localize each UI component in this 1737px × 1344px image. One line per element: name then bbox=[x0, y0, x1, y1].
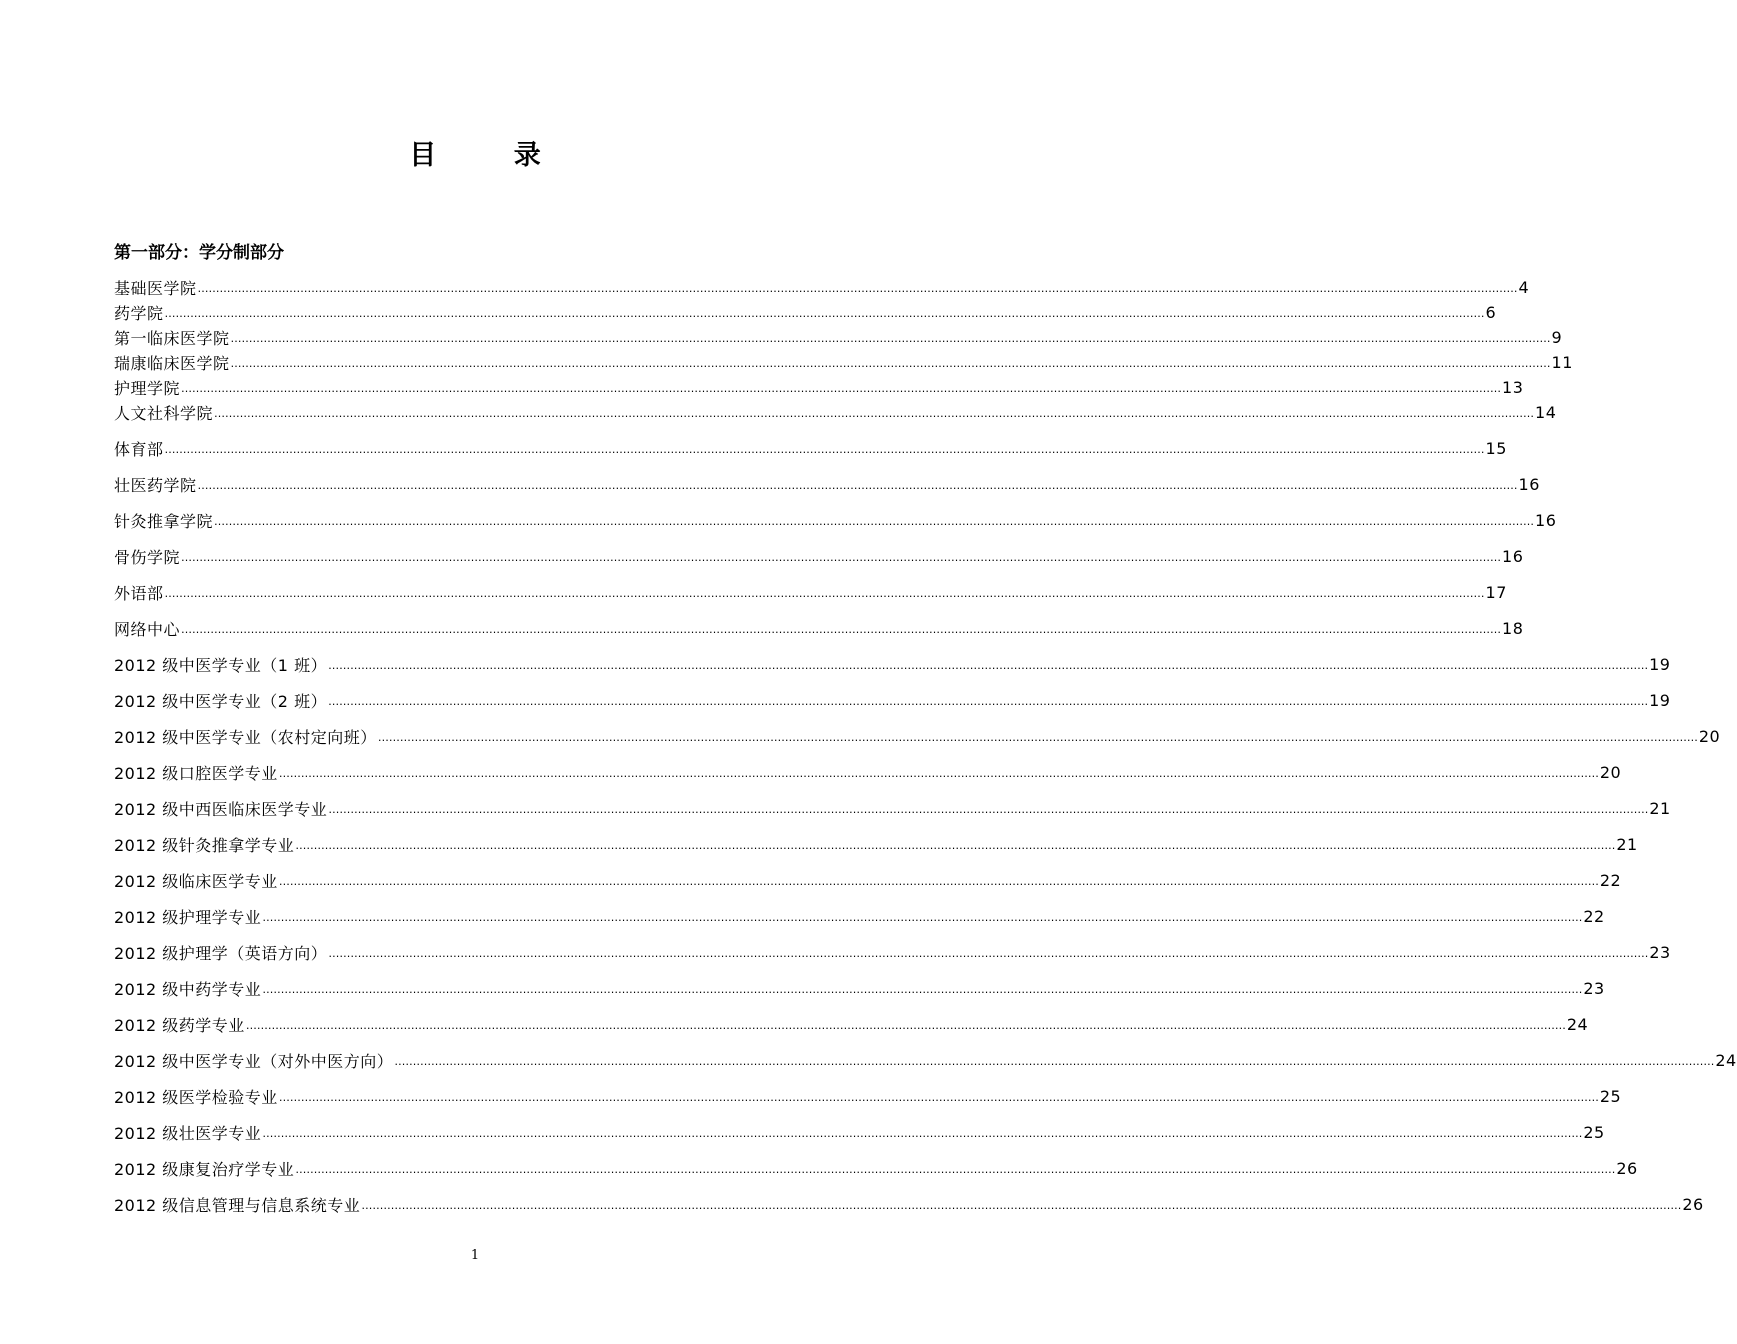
toc-entry[interactable] bbox=[114, 581, 1507, 603]
toc-entry-label: 2012 级中医学专业（2 班） bbox=[114, 691, 328, 711]
toc-entry[interactable] bbox=[114, 797, 1671, 819]
toc-leader-dots: ……………………………………………………………………………………………………………………………………………………………………………………………………………………………………………………………………………………………………………………………… bbox=[164, 442, 1485, 456]
toc-entry[interactable] bbox=[114, 761, 1622, 783]
toc-leader-dots: ……………………………………………………………………………………………………………………………………………………………………………………………………………………………………………………………………………………………………………………………… bbox=[214, 406, 1535, 420]
toc-entry-label: 2012 级临床医学专业 bbox=[114, 871, 278, 891]
toc-entry-label: 瑞康临床医学院 bbox=[114, 353, 230, 373]
toc-entry[interactable] bbox=[114, 1193, 1704, 1215]
toc-leader-dots: ……………………………………………………………………………………………………………………………………………………………………………………………………………………………………………………………………………………………………………………………… bbox=[328, 658, 1649, 672]
toc-leader-dots: ……………………………………………………………………………………………………………………………………………………………………………………………………………………………………………………………………………………………………………………………… bbox=[164, 586, 1485, 600]
toc-entry[interactable] bbox=[114, 725, 1721, 747]
toc-entry[interactable] bbox=[114, 351, 1573, 373]
toc-leader-dots: ……………………………………………………………………………………………………………………………………………………………………………………………………………………………………………………………………………………………………………………………… bbox=[197, 478, 1518, 492]
toc-entry-page: 24 bbox=[1566, 1014, 1589, 1034]
toc-entry-page: 22 bbox=[1583, 906, 1605, 926]
toc-leader-dots: ……………………………………………………………………………………………………………………………………………………………………………………………………………………………………………………………………………………………………………………………… bbox=[181, 622, 1502, 636]
toc-entry-page: 18 bbox=[1502, 618, 1524, 638]
toc-leader-dots: ……………………………………………………………………………………………………………………………………………………………………………………………………………………………………………………………………………………………………………………………… bbox=[164, 306, 1485, 320]
toc-entry-page: 16 bbox=[1518, 474, 1540, 494]
toc-entry-label: 药学院 bbox=[114, 303, 164, 323]
toc-entry-label: 2012 级口腔医学专业 bbox=[114, 763, 278, 783]
toc-entry-page: 15 bbox=[1485, 438, 1507, 458]
toc-entry-page: 25 bbox=[1583, 1122, 1605, 1142]
toc-entry-page: 19 bbox=[1649, 690, 1671, 710]
toc-entry-label: 人文社科学院 bbox=[114, 403, 214, 423]
toc-entry-label: 2012 级中医学专业（农村定向班） bbox=[114, 727, 377, 747]
toc-leader-dots: ……………………………………………………………………………………………………………………………………………………………………………………………………………………………………………………………………………………………………………………………… bbox=[394, 1054, 1715, 1068]
toc-leader-dots: ……………………………………………………………………………………………………………………………………………………………………………………………………………………………………………………………………………………………………………………………… bbox=[230, 331, 1551, 345]
toc-entry-label: 2012 级护理学（英语方向） bbox=[114, 943, 328, 963]
toc-leader-dots: ……………………………………………………………………………………………………………………………………………………………………………………………………………………………………………………………………………………………………………………………… bbox=[214, 514, 1535, 528]
toc-entry-page: 22 bbox=[1599, 870, 1622, 890]
toc-leader-dots: ……………………………………………………………………………………………………………………………………………………………………………………………………………………………………………………………………………………………………………………………… bbox=[230, 356, 1551, 370]
toc-entry[interactable] bbox=[114, 1049, 1737, 1071]
toc-entry[interactable] bbox=[114, 833, 1638, 855]
toc-leader-dots: ……………………………………………………………………………………………………………………………………………………………………………………………………………………………………………………………………………………………………………………………… bbox=[245, 1018, 1566, 1032]
toc-entry-label: 2012 级信息管理与信息系统专业 bbox=[114, 1195, 361, 1215]
toc-leader-dots: ……………………………………………………………………………………………………………………………………………………………………………………………………………………………………………………………………………………………………………………………… bbox=[278, 766, 1599, 780]
toc-entry-page: 20 bbox=[1698, 726, 1721, 746]
toc-entry-label: 第一临床医学院 bbox=[114, 328, 230, 348]
toc-entry-label: 体育部 bbox=[114, 439, 164, 459]
toc-leader-dots: ……………………………………………………………………………………………………………………………………………………………………………………………………………………………………………………………………………………………………………………………… bbox=[181, 550, 1502, 564]
toc-entry-page: 21 bbox=[1616, 834, 1638, 854]
toc-entry[interactable] bbox=[114, 617, 1524, 639]
toc-entry[interactable] bbox=[114, 869, 1622, 891]
toc-entry[interactable] bbox=[114, 1157, 1638, 1179]
toc-entry-label: 2012 级护理学专业 bbox=[114, 907, 262, 927]
toc-entry-label: 护理学院 bbox=[114, 378, 181, 398]
toc-entry-label: 2012 级中药学专业 bbox=[114, 979, 262, 999]
toc-entry[interactable] bbox=[114, 977, 1605, 999]
toc-entry-page: 19 bbox=[1649, 654, 1671, 674]
toc-entry[interactable] bbox=[114, 401, 1557, 423]
toc-entry-page: 4 bbox=[1518, 277, 1530, 297]
toc-entry-page: 9 bbox=[1551, 327, 1563, 347]
toc-leader-dots: ……………………………………………………………………………………………………………………………………………………………………………………………………………………………………………………………………………………………………………………………… bbox=[295, 838, 1616, 852]
document-title: 目 录 bbox=[409, 140, 575, 171]
toc-entry[interactable] bbox=[114, 905, 1605, 927]
part-heading: 第一部分：学分制部分 bbox=[114, 243, 284, 263]
page-number: 1 bbox=[470, 1248, 480, 1263]
toc-entry-page: 17 bbox=[1485, 582, 1507, 602]
toc-leader-dots: ……………………………………………………………………………………………………………………………………………………………………………………………………………………………………………………………………………………………………………………………… bbox=[361, 1198, 1682, 1212]
toc-entry[interactable] bbox=[114, 509, 1557, 531]
toc-entry-page: 6 bbox=[1485, 302, 1497, 322]
toc-entry-label: 针灸推拿学院 bbox=[114, 511, 214, 531]
toc-entry-label: 2012 级中西医临床医学专业 bbox=[114, 799, 328, 819]
toc-entry[interactable] bbox=[114, 301, 1497, 323]
toc-entry-page: 16 bbox=[1502, 546, 1524, 566]
toc-leader-dots: ……………………………………………………………………………………………………………………………………………………………………………………………………………………………………………………………………………………………………………………………… bbox=[377, 730, 1698, 744]
toc-entry-page: 26 bbox=[1616, 1158, 1638, 1178]
toc-entry-page: 25 bbox=[1599, 1086, 1622, 1106]
toc-leader-dots: ……………………………………………………………………………………………………………………………………………………………………………………………………………………………………………………………………………………………………………………………… bbox=[295, 1162, 1616, 1176]
toc-entry-label: 2012 级中医学专业（对外中医方向） bbox=[114, 1051, 394, 1071]
toc-leader-dots: ……………………………………………………………………………………………………………………………………………………………………………………………………………………………………………………………………………………………………………………………… bbox=[328, 694, 1649, 708]
toc-entry[interactable] bbox=[114, 653, 1671, 675]
toc-leader-dots: ……………………………………………………………………………………………………………………………………………………………………………………………………………………………………………………………………………………………………………………………… bbox=[328, 802, 1649, 816]
toc-entry-label: 2012 级药学专业 bbox=[114, 1015, 245, 1035]
toc-leader-dots: ……………………………………………………………………………………………………………………………………………………………………………………………………………………………………………………………………………………………………………………………… bbox=[278, 1090, 1599, 1104]
toc-entry-page: 16 bbox=[1535, 510, 1557, 530]
toc-entry[interactable] bbox=[114, 326, 1563, 348]
toc-leader-dots: ……………………………………………………………………………………………………………………………………………………………………………………………………………………………………………………………………………………………………………………………… bbox=[262, 910, 1583, 924]
toc-entry-label: 2012 级中医学专业（1 班） bbox=[114, 655, 328, 675]
toc-entry[interactable] bbox=[114, 545, 1524, 567]
toc-leader-dots: ……………………………………………………………………………………………………………………………………………………………………………………………………………………………………………………………………………………………………………………………… bbox=[262, 982, 1583, 996]
toc-entry[interactable] bbox=[114, 437, 1507, 459]
toc-entry-label: 骨伤学院 bbox=[114, 547, 181, 567]
toc-entry[interactable] bbox=[114, 689, 1671, 711]
toc-entry[interactable] bbox=[114, 1013, 1589, 1035]
toc-entry-page: 26 bbox=[1682, 1194, 1704, 1214]
toc-entry[interactable] bbox=[114, 1121, 1605, 1143]
toc-entry-page: 23 bbox=[1649, 942, 1671, 962]
toc-entry-label: 2012 级壮医学专业 bbox=[114, 1123, 262, 1143]
toc-leader-dots: ……………………………………………………………………………………………………………………………………………………………………………………………………………………………………………………………………………………………………………………………… bbox=[328, 946, 1649, 960]
toc-entry-page: 23 bbox=[1583, 978, 1605, 998]
toc-entry-page: 11 bbox=[1551, 352, 1573, 372]
toc-entry[interactable] bbox=[114, 473, 1540, 495]
toc-entry-label: 网络中心 bbox=[114, 619, 181, 639]
toc-leader-dots: ……………………………………………………………………………………………………………………………………………………………………………………………………………………………………………………………………………………………………………………………… bbox=[278, 874, 1599, 888]
toc-entry-page: 13 bbox=[1502, 377, 1524, 397]
toc-entry-label: 基础医学院 bbox=[114, 278, 197, 298]
toc-entry[interactable] bbox=[114, 276, 1530, 298]
toc-entry-page: 21 bbox=[1649, 798, 1671, 818]
toc-entry-page: 20 bbox=[1599, 762, 1622, 782]
toc-entry[interactable] bbox=[114, 376, 1524, 398]
toc-leader-dots: ……………………………………………………………………………………………………………………………………………………………………………………………………………………………………………………………………………………………………………………………… bbox=[181, 381, 1502, 395]
toc-leader-dots: ……………………………………………………………………………………………………………………………………………………………………………………………………………………………………………………………………………………………………………………………… bbox=[262, 1126, 1583, 1140]
toc-entry-page: 14 bbox=[1535, 402, 1557, 422]
toc-entry-label: 外语部 bbox=[114, 583, 164, 603]
toc-entry-label: 壮医药学院 bbox=[114, 475, 197, 495]
toc-entry-label: 2012 级针灸推拿学专业 bbox=[114, 835, 295, 855]
toc-entry-page: 24 bbox=[1715, 1050, 1737, 1070]
toc-entry[interactable] bbox=[114, 1085, 1622, 1107]
toc-entry[interactable] bbox=[114, 941, 1671, 963]
toc-entry-label: 2012 级医学检验专业 bbox=[114, 1087, 278, 1107]
toc-entry-label: 2012 级康复治疗学专业 bbox=[114, 1159, 295, 1179]
toc-leader-dots: ……………………………………………………………………………………………………………………………………………………………………………………………………………………………………………………………………………………………………………………………… bbox=[197, 281, 1518, 295]
